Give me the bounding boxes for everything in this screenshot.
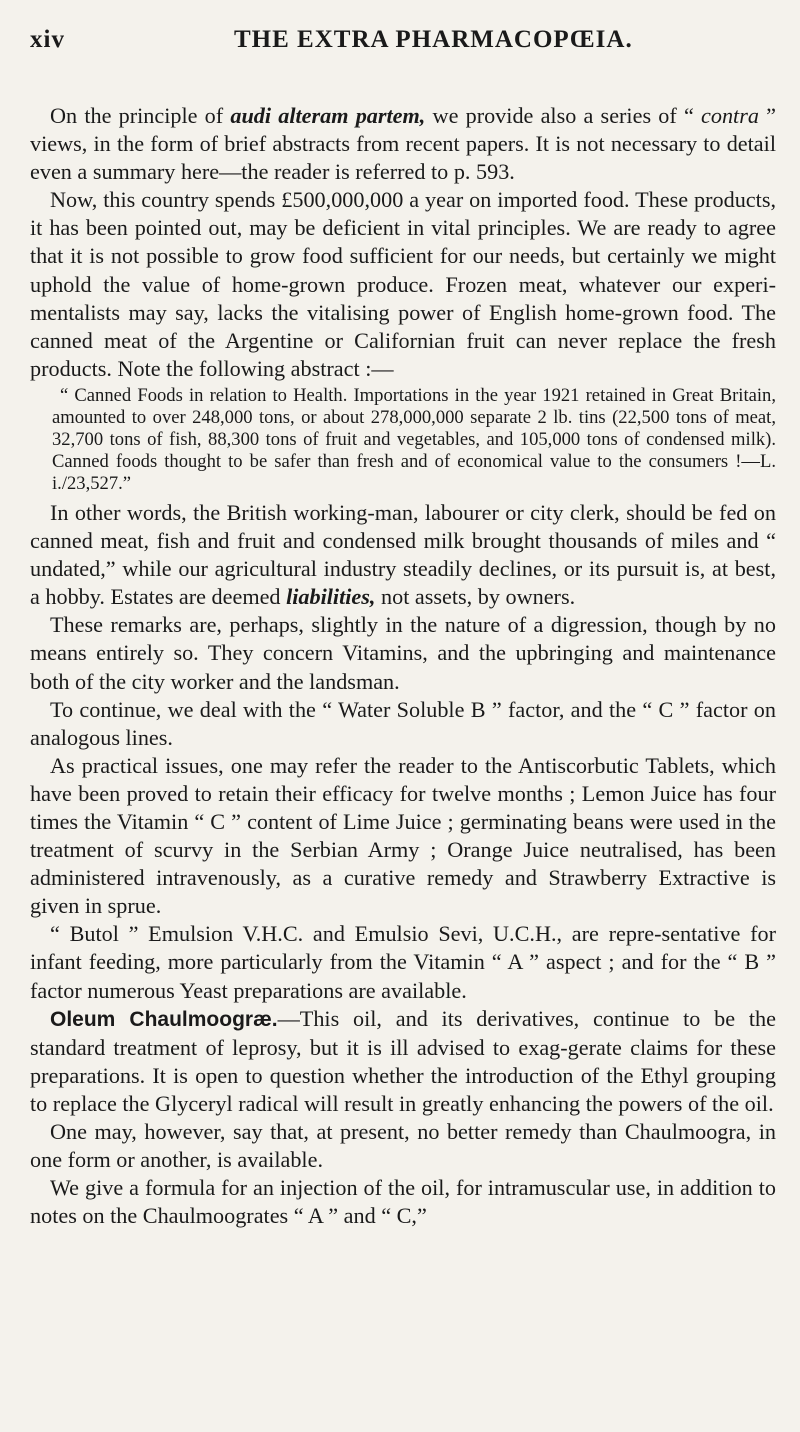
- paragraph-imported-food: Now, this country spends £500,000,000 a year on imported food. These products, it has been pointed out, may be deficient in vital principles. We are ready to agree that it is not possible to grow food sufficient for our needs, but certainly we might uphold the value of home-grown produce. Frozen meat, whatever our experi-mentalists may say, lacks the vitalising power of English home-grown food. The canned meat of the Argentine or Californian fruit can never replace the fresh products. Note the following abstract :—: [30, 187, 776, 381]
- paragraph-oleum-chaulmoograe: Oleum Chaulmoogræ.—This oil, and its derivatives, continue to be the standard treatment of leprosy, but it is ill advised to exag-gerate claims for these preparations. It is open to question whether the introduction of the Ethyl grouping to replace the Glyceryl radical will result in greatly enhancing the powers of the oil.: [30, 1005, 776, 1116]
- paragraph-no-better-remedy: One may, however, say that, at present, no better remedy than Chaulmoogra, in one form or another, is available.: [30, 1119, 776, 1173]
- paragraph-formula-injection: We give a formula for an injection of the oil, for intramuscular use, in addition to notes on the Chaulmoogrates “ A ” and “ C,”: [30, 1175, 776, 1229]
- body-text: [30, 102, 776, 1230]
- paragraph-antiscorbutic: As practical issues, one may refer the reader to the Antiscorbutic Tablets, which have been proved to retain their efficacy for twelve months ; Lemon Juice has four times the Vitamin “ C ” content of Lime Juice ; germinating beans were used in the treatment of scurvy in the Serbian Army ; Orange Juice neutralised, has been administered intravenously, as a curative remedy and Strawberry Extractive is given in sprue.: [30, 752, 776, 919]
- running-title: THE EXTRA PHARMACOPŒIA.: [234, 26, 633, 53]
- emphasis-audi-alteram-partem: audi alteram partem,: [230, 103, 426, 128]
- paragraph-butol-emulsion: “ Butol ” Emulsion V.H.C. and Emulsio Sevi, U.C.H., are repre-sentative for infant feeding, more particularly from the Vitamin “ A ” aspect ; and for the “ B ” factor numerous Yeast preparations are available.: [30, 921, 776, 1003]
- book-page: [30, 18, 776, 1230]
- section-heading-oleum-chaulmoograe: Oleum Chaulmoogræ.: [50, 1007, 278, 1031]
- running-head: [30, 18, 776, 58]
- emphasis-liabilities: liabilities,: [286, 584, 376, 610]
- emphasis-contra: contra: [701, 103, 759, 128]
- paragraph-audi-alteram: On the principle of audi alteram partem, we provide also a series of “ contra ” views, in the form of brief abstracts from recent papers. It is not necessary to detail even a summary here—the reader is referred to p. 593.: [30, 103, 776, 185]
- paragraph-working-man: In other words, the British working-man, labourer or city clerk, should be fed on canned meat, fish and fruit and condensed milk brought thousands of miles and “ undated,” while our agricultural industry steadily declines, or its pursuit is, at best, a hobby. Estates are deemed liabilities, not assets, by owners.: [30, 499, 776, 610]
- abstract-quote-canned-foods: “ Canned Foods in relation to Health. Importations in the year 1921 retained in Great Britain, amounted to over 248,000 tons, or about 278,000,000 separate 2 lb. tins (22,500 tons of meat, 32,700 tons of fish, 88,300 tons of fruit and vegetables, and 105,000 tons of condensed milk). Canned foods thought to be safer than fresh and of economical value to the consumers !—L. i./23,527.”: [52, 384, 776, 494]
- paragraph-digression: These remarks are, perhaps, slightly in the nature of a digression, though by no means entirely so. They concern Vitamins, and the upbringing and maintenance both of the city worker and the landsman.: [30, 612, 776, 694]
- page-number: xiv: [30, 26, 65, 53]
- paragraph-water-soluble-b: To continue, we deal with the “ Water Soluble B ” factor, and the “ C ” factor on analogous lines.: [30, 696, 776, 750]
